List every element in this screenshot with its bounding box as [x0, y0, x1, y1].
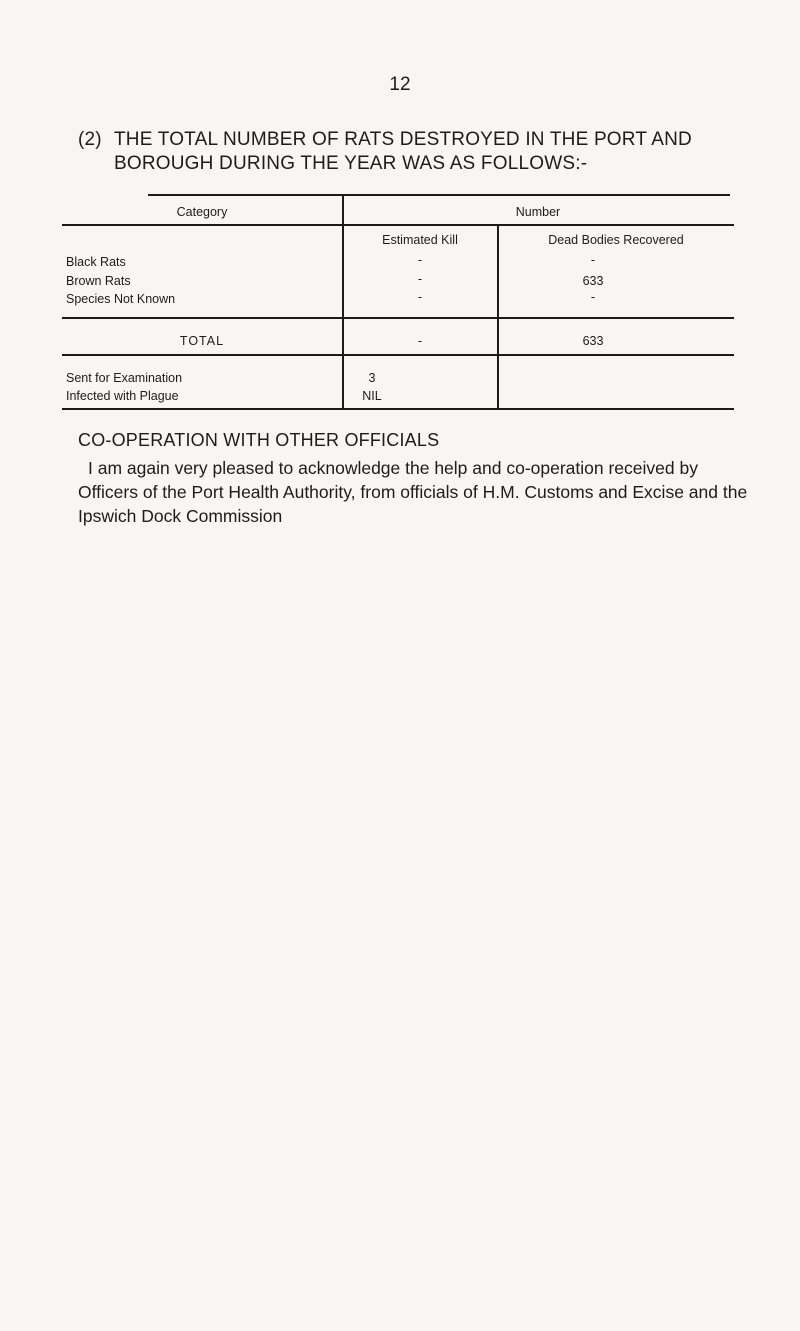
total-label: TOTAL: [179, 334, 225, 348]
row-label-brown-rats: Brown Rats: [66, 274, 131, 288]
header-category: Category: [176, 205, 228, 219]
heading: [78, 128, 758, 176]
subheader-estimated-kill: Estimated Kill: [382, 233, 458, 247]
row-dead-black-rats: -: [590, 253, 596, 267]
header-rule: [62, 224, 734, 226]
header-number: Number: [515, 205, 561, 219]
page-number: 12: [389, 74, 411, 95]
exam-label-sent: Sent for Examination: [66, 371, 183, 385]
table-top-rule: [148, 194, 730, 196]
row-estimated-species-not-known: -: [417, 290, 423, 304]
row-label-species-not-known: Species Not Known: [66, 292, 176, 306]
row-dead-brown-rats: 633: [582, 274, 604, 288]
total-rule: [62, 354, 734, 356]
section-paragraph: I am again very pleased to acknowledge the help and co-operation received by Officers of the Port Health Authority, from officials of H.M. Customs and Excise and the Ipswich Dock Commission: [78, 458, 748, 526]
heading-line-1: THE TOTAL NUMBER OF RATS DESTROYED IN THE PORT AND: [114, 129, 692, 150]
total-dead: 633: [582, 334, 604, 348]
body-rule: [62, 317, 734, 319]
table-bottom-rule: [62, 408, 734, 410]
exam-label-infected: Infected with Plague: [66, 389, 179, 403]
subheader-dead-bodies: Dead Bodies Recovered: [548, 233, 684, 247]
row-dead-species-not-known: -: [590, 290, 596, 304]
column-divider-2: [497, 224, 499, 409]
heading-line-2: BOROUGH DURING THE YEAR WAS AS FOLLOWS:-: [114, 153, 588, 174]
row-estimated-brown-rats: -: [417, 272, 423, 286]
heading-number: (2): [78, 129, 102, 150]
section-title: CO-OPERATION WITH OTHER OFFICIALS: [78, 430, 440, 450]
total-estimated: -: [417, 334, 423, 348]
row-label-black-rats: Black Rats: [66, 255, 126, 269]
row-estimated-black-rats: -: [417, 253, 423, 267]
exam-value-sent: 3: [368, 371, 376, 385]
exam-value-infected: NIL: [362, 389, 382, 403]
